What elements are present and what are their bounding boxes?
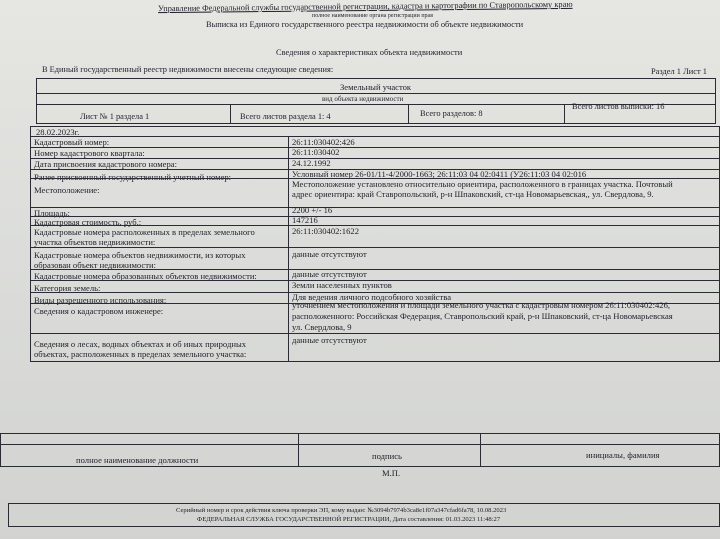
area-value: 2200 +/- 16: [292, 205, 333, 215]
signature-caption: подпись: [372, 451, 402, 461]
object-type-value: Земельный участок: [340, 82, 412, 92]
assignment-date-value: 24.12.1992: [292, 158, 331, 168]
cadastral-number-value: 26:11:030402:426: [292, 137, 355, 147]
engineer-info-value-line2: расположенного: Российская Федерация, Ставропольский край, р-н Шпаковский, ст-ца Новомарьевская: [292, 311, 673, 321]
seal-place: М.П.: [382, 468, 401, 478]
section-title: Сведения о характеристиках объекта недвижимости: [276, 48, 463, 57]
location-value-line1: Местоположение установлено относительно ориентира, расположенного в границах участка. Почтовый: [292, 179, 673, 189]
quarter-number-label: Номер кадастрового квартала:: [34, 148, 145, 158]
cadastral-value-value: 147216: [292, 215, 318, 225]
total-sheets: Всего листов выписки: 16: [572, 102, 665, 111]
source-objects-value: данные отсутствуют: [292, 249, 367, 259]
source-objects-label-1: Кадастровые номера объектов недвижимости, из которых: [34, 250, 246, 260]
object-type-label: вид объекта недвижимости: [322, 95, 404, 103]
extract-date: 28.02.2023г.: [36, 127, 80, 137]
engineer-info-value-line1: уточнением местоположения и площади земельного участка с кадастровым номером 26:11:030402:426,: [292, 300, 671, 310]
engineer-info-label: Сведения о кадастровом инженере:: [34, 306, 164, 316]
forests-label-1: Сведения о лесах, водных объектах и об иных природных: [34, 339, 247, 349]
sheets-in-section: Всего листов раздела 1: 4: [240, 112, 331, 121]
objects-within-label-1: Кадастровые номера расположенных в пределах земельного: [34, 227, 255, 237]
location-label: Местоположение:: [34, 185, 100, 195]
permitted-use-label: Виды разрешенного использования:: [34, 295, 167, 305]
intro-text: В Единый государственный реестр недвижимости внесены следующие сведения:: [42, 65, 334, 74]
area-label: Площадь:: [34, 208, 70, 218]
section-number: Раздел 1 Лист 1: [651, 67, 707, 76]
formed-objects-value: данные отсутствуют: [292, 269, 367, 279]
location-value-line2: адрес ориентира: край Ставропольский, р-н Шпаковский, ст-ца Новомарьевская,, ул. Свердлова, 9.: [292, 189, 654, 199]
signature-key-info: Серийный номер и срок действия ключа проверки ЭП, кому выдан: №3094b7974b3ca8e1f07a347cfad6fa78, 10.08.2023: [176, 507, 507, 514]
land-category-label: Категория земель:: [34, 283, 101, 293]
sheet-number: Лист № 1 раздела 1: [80, 112, 150, 121]
cadastral-value-label: Кадастровая стоимость, руб.:: [34, 217, 142, 227]
objects-within-label-2: участка объектов недвижимости:: [34, 237, 156, 247]
source-objects-label-2: образован объект недвижимости:: [34, 260, 156, 270]
previous-number-value: Условный номер 26-01/11-4/2000-1663; 26:11:03 04 02:0411 (У26:11:03 04 02:016: [292, 169, 587, 179]
assignment-date-label: Дата присвоения кадастрового номера:: [34, 159, 177, 169]
permitted-use-value: Для ведения личного подсобного хозяйства: [292, 292, 452, 302]
cadastral-number-label: Кадастровый номер:: [34, 137, 110, 147]
land-category-value: Земли населенных пунктов: [292, 280, 392, 290]
agency-name: Управление Федеральной службы государственной регистрации, кадастра и картографии по Ставропольскому краю: [157, 0, 573, 14]
registration-service: ФЕДЕРАЛЬНАЯ СЛУЖБА ГОСУДАРСТВЕННОЙ РЕГИСТРАЦИИ, Дата составления: 01.03.2023 11:48:27: [197, 516, 501, 523]
total-sections: Всего разделов: 8: [420, 109, 483, 118]
forests-value: данные отсутствуют: [292, 335, 367, 345]
agency-caption: полное наименование органа регистрации прав: [312, 13, 434, 19]
initials-caption: инициалы, фамилия: [586, 450, 660, 460]
engineer-info-value-line3: ул. Свердлова, 9: [292, 322, 352, 332]
objects-within-value: 26:11:030402:1622: [292, 226, 359, 236]
quarter-number-value: 26:11:030402: [292, 147, 340, 157]
previous-number-label: Ранее присвоенный государственный учетный номер:: [34, 172, 232, 182]
position-title-caption: полное наименование должности: [76, 455, 199, 465]
forests-label-2: объектах, расположенных в пределах земельного участка:: [34, 349, 247, 359]
extract-title: Выписка из Единого государственного реестра недвижимости об объекте недвижимости: [206, 20, 524, 29]
formed-objects-label: Кадастровые номера образованных объектов недвижимости:: [34, 271, 257, 281]
